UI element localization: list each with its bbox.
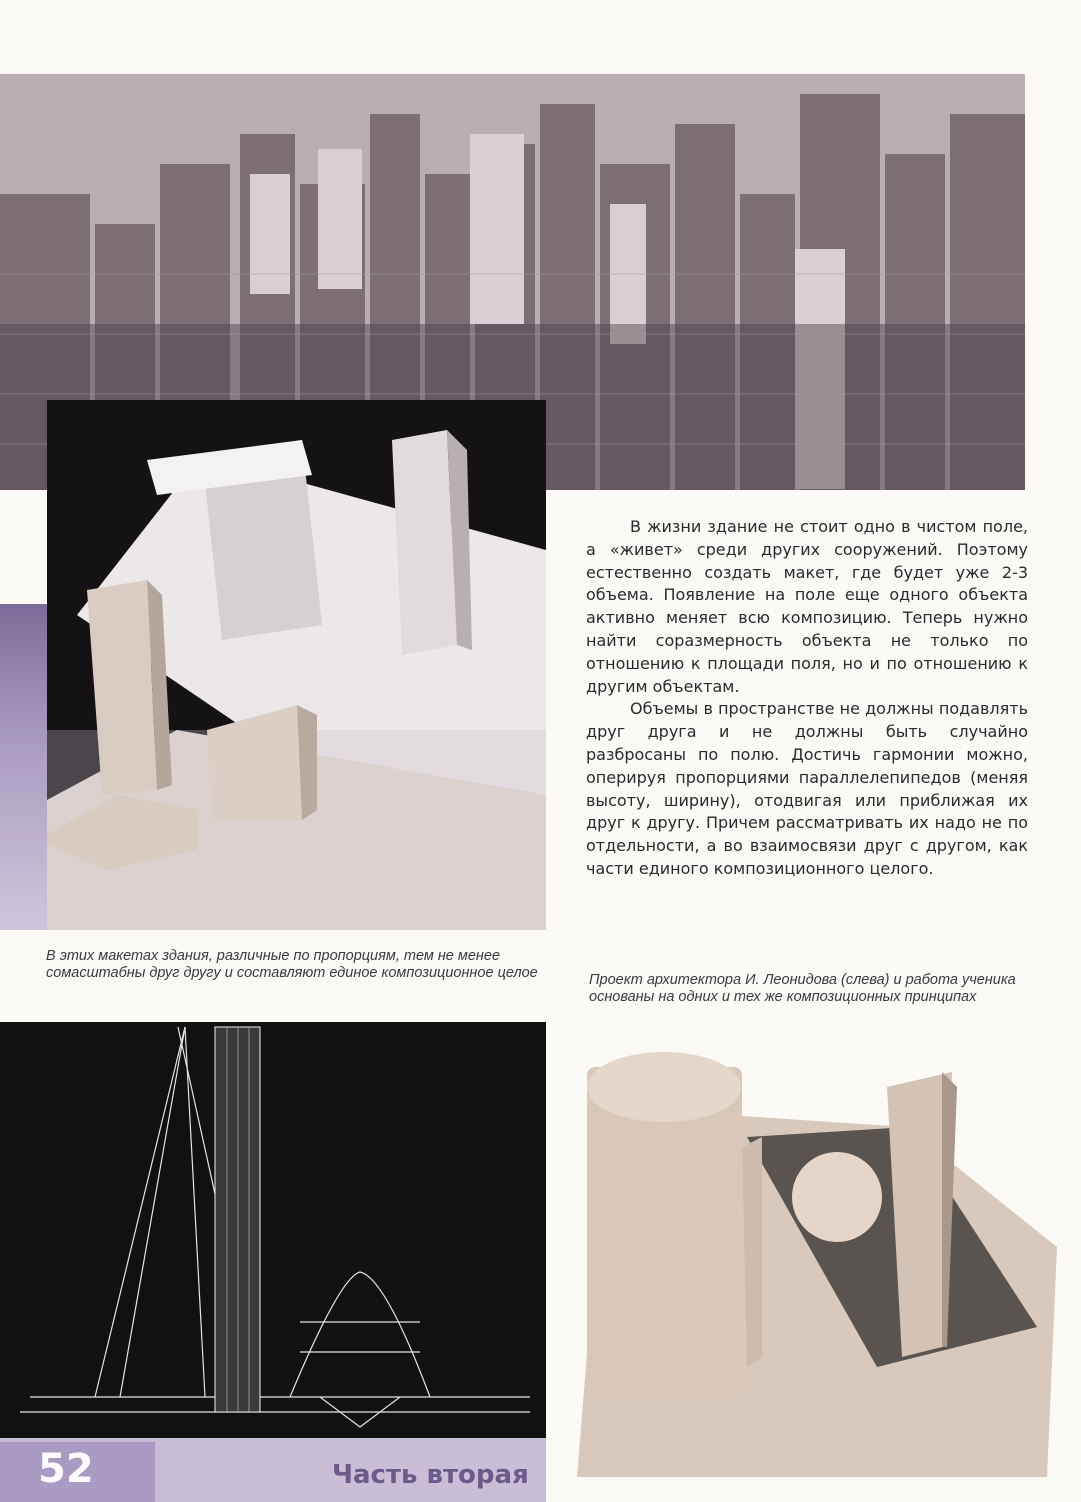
- leonidov-drawing-photo: [0, 1022, 546, 1440]
- caption-leonidov: Проект архитектора И. Леонидова (слева) и работа ученика основаны на одних и тех же композиционных принципах: [589, 972, 1016, 1005]
- paragraph-1: В жизни здание не стоит одно в чистом поле, а «живет» среди других сооружений. Поэтому естественно создать макет, где будет уже 2-3 объема. Появление на поле еще одного объекта активно меняет всю композицию. Теперь нужно найти соразмерность объекта не только по отношению к площади поля, но и по отношению к другим объектам.: [586, 517, 1028, 696]
- body-text: [586, 516, 1028, 881]
- paper-model-photo: [47, 400, 546, 930]
- paper-model-illustration: [47, 400, 546, 930]
- paragraph-2: Объемы в пространстве не должны подавлять друг друга и не должны быть случайно разбросаны по полю. Достичь гармонии можно, оперируя пропорциями параллелепипедов (меняя высоту, ширину), отодвигая или приближая их друг к другу. Причем рассматривать их надо не по отдельности, а во взаимосвязи друг с другом, как части единого композиционного целого.: [586, 699, 1028, 878]
- caption-models: В этих макетах здания, различные по пропорциям, тем не менее сомасштабны друг другу и составляют единое композиционное целое: [46, 948, 538, 981]
- part-label: Часть вторая: [332, 1460, 529, 1490]
- student-model-illustration: [547, 1027, 1057, 1487]
- page-number: 52: [38, 1446, 94, 1492]
- leonidov-drawing-illustration: [0, 1022, 546, 1440]
- student-model-photo: [547, 1027, 1057, 1487]
